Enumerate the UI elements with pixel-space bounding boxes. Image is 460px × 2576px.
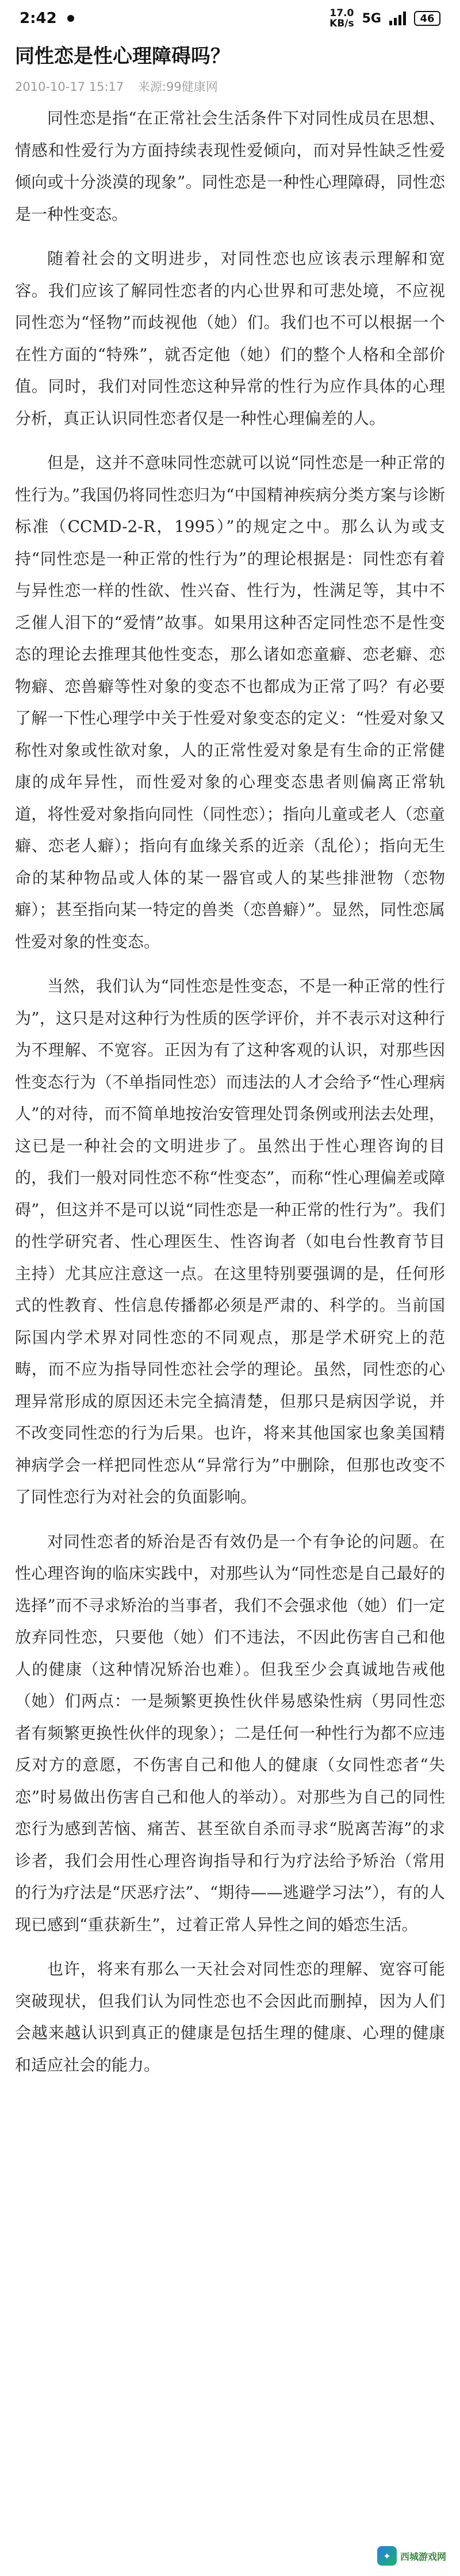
paragraph: 也许，将来有那么一天社会对同性恋的理解、宽容可能突破现状，但我们认为同性恋也不会因此而删掉，因为人们会越来越认识到真正的健康是包括生理的健康、心理的健康和适应社会的能力。 — [15, 1959, 445, 2074]
article-header — [0, 37, 460, 97]
article-meta — [15, 77, 445, 97]
notification-dot-icon — [67, 15, 74, 22]
net-speed-unit: KB/s — [329, 18, 354, 29]
signal-icon — [389, 12, 406, 25]
battery-level: 46 — [420, 12, 435, 25]
paragraph: 当然，我们认为“同性恋是性变态，不是一种正常的性行为”，这只是对这种行为性质的医学评价，并不表示对这种行为不理解、不宽容。正因为有了这种客观的认识，对那些因性变态行为（不单指同性恋）而违法的人才会给予“性心理病人”的对待，而不简单地按治安管理处罚条例或刑法去处理，这已是一种社会的文明进步了。虽然出于性心理咨询的目的，我们一般对同性恋不称“性变态”，而称“性心理偏差或障碍”，但这并不是可以说“同性恋是一种正常的性行为”。我们的性学研究者、性心理医生、性咨询者（如电台性教育节目主持）尤其应注意这一点。在这里特别要强调的是，任何形式的性教育、性信息传播都必须是严肃的、科学的。当前国际国内学术界对同性恋的不同观点，那是学术研究上的范畴，而不应为指导同性恋社会学的理论。虽然，同性恋的心理异常形成的原因还未完全搞清楚，但那只是病因学说，并不改变同性恋的行为后果。也许，将来其他国家也象美国精神病学会一样把同性恋从“异常行为”中删除，但那也改变不了同性恋行为对社会的负面影响。 — [15, 977, 445, 1506]
network-type: 5G — [362, 11, 381, 26]
article-source: 来源:99健康网 — [137, 80, 218, 94]
paragraph: 对同性恋者的矫治是否有效仍是一个有争论的问题。在性心理咨询的临床实践中，对那些认为“同性恋是自己最好的选择”而不寻求矫治的当事者，我们不会强求他（她）们一定放弃同性恋，只要他（她）们不违法，不因此伤害自己和他人的健康（这种情况矫治也难）。但我至少会真诚地告戒他（她）们两点：一是频繁更换性伙伴易感染性病（男同性恋者有频繁更换性伙伴的现象）；二是任何一种性行为都不应违反对方的意愿，不伤害自己和他人的健康（女同性恋者“失恋”时易做出伤害自己和他人的举动）。对那些为自己的同性恋行为感到苦恼、痛苦、甚至欲自杀而寻求“脱离苦海”的求诊者，我们会用性心理咨询指导和行为疗法给予矫治（常用的行为疗法是“厌恶疗法”、“期待——逃避学习法”），有的人现已感到“重获新生”，过着正常人异性之间的婚恋生活。 — [15, 1532, 445, 1934]
status-bar — [0, 0, 460, 37]
net-speed-value: 17.0 — [329, 7, 354, 19]
page-title: 同性恋是性心理障碍吗？ — [15, 45, 230, 68]
watermark-text: 西城游戏网 — [400, 2552, 446, 2562]
battery-icon — [414, 11, 440, 26]
paragraph: 但是，这并不意味同性恋就可以说“同性恋是一种正常的性行为。”我国仍将同性恋归为“中国精神疾病分类方案与诊断标准（CCMD-2-R，1995）”的规定之中。那么认为或支持“同性恋是一种正常的性行为”的理论根据是：同性恋有着与异性恋一样的性欲、性兴奋、性行为，性满足等，其中不乏催人泪下的“爱情”故事。如果用这种否定同性恋不是性变态的理论去推理其他性变态，那么诸如恋童癖、恋老癖、恋物癖、恋兽癖等性对象的变态不也都成为正常了吗？有必要了解一下性心理学中关于性爱对象变态的定义：“性爱对象又称性对象或性欲对象，人的正常性爱对象是有生命的正常健康的成年异性，而性爱对象的心理变态患者则偏离正常轨道，将性爱对象指向同性（同性恋）；指向儿童或老人（恋童癖、恋老人癖）；指向有血缘关系的近亲（乱伦）；指向无生命的某种物品或人体的某一器官或人的某些排泄物（恋物癖）；甚至指向某一特定的兽类（恋兽癖）”。显然，同性恋属性爱对象的性变态。 — [15, 453, 445, 951]
watermark — [373, 2544, 451, 2568]
article-body — [0, 102, 460, 2081]
publish-date: 2010-10-17 15:17 — [15, 80, 124, 94]
status-time: 2:42 — [20, 10, 57, 27]
watermark-logo-icon: ✦ — [377, 2546, 397, 2566]
net-speed — [329, 8, 354, 29]
status-right — [329, 8, 440, 29]
paragraph: 随着社会的文明进步，对同性恋也应该表示理解和宽容。我们应该了解同性恋者的内心世界和可悲处境，不应视同性恋为“怪物”而歧视他（她）们。我们也不可以根据一个在性方面的“特殊”，就否定他（她）们的整个人格和全部价值。同时，我们对同性恋这种异常的性行为应作具体的心理分析，真正认识同性恋者仅是一种性心理偏差的人。 — [15, 249, 445, 428]
status-left — [20, 10, 74, 27]
paragraph: 同性恋是指“在正常社会生活条件下对同性成员在思想、情感和性爱行为方面持续表现性爱倾向，而对异性缺乏性爱倾向或十分淡漠的现象”。同性恋是一种性心理障碍，同性恋是一种性变态。 — [15, 109, 445, 224]
